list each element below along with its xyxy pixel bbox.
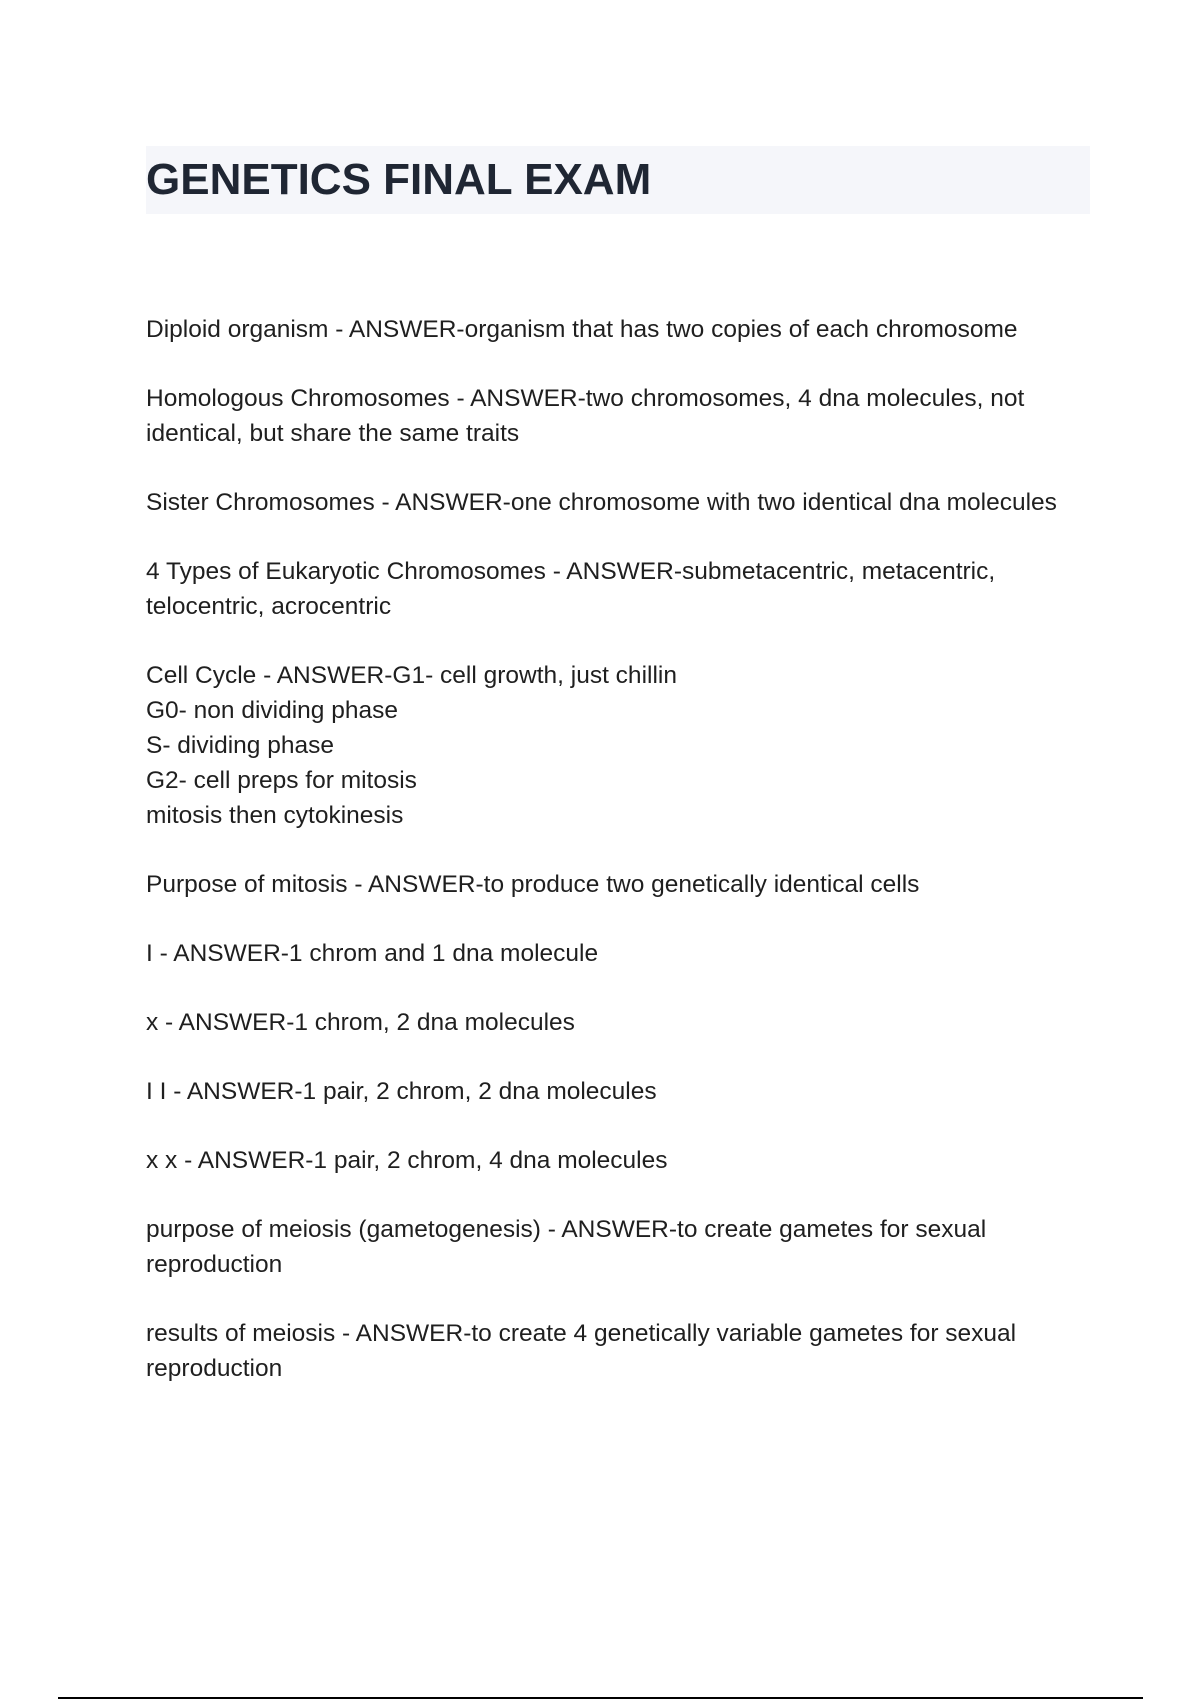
qa-item-single-chromosome: I - ANSWER-1 chrom and 1 dna molecule (146, 940, 599, 967)
qa-item-replicated-chromosome: x - ANSWER-1 chrom, 2 dna molecules (146, 1009, 575, 1036)
qa-list (146, 312, 1096, 1420)
qa-item-chromosome-pair: I I - ANSWER-1 pair, 2 chrom, 2 dna molecules (146, 1078, 657, 1105)
qa-item-results-of-meiosis: results of meiosis - ANSWER-to create 4 genetically variable gametes for sexual reproduction (146, 1320, 1017, 1382)
qa-item-purpose-of-mitosis: Purpose of mitosis - ANSWER-to produce two genetically identical cells (146, 871, 920, 898)
footer-rule (58, 1697, 1143, 1699)
qa-item-diploid-organism: Diploid organism - ANSWER-organism that has two copies of each chromosome (146, 316, 1018, 343)
qa-item-eukaryotic-chromosome-types: 4 Types of Eukaryotic Chromosomes - ANSWER-submetacentric, metacentric, telocentric, acrocentric (146, 558, 996, 620)
qa-item-sister-chromosomes: Sister Chromosomes - ANSWER-one chromosome with two identical dna molecules (146, 489, 1057, 516)
document-title: GENETICS FINAL EXAM (146, 155, 652, 204)
title-banner (146, 146, 1090, 214)
qa-item-replicated-pair: x x - ANSWER-1 pair, 2 chrom, 4 dna molecules (146, 1147, 668, 1174)
qa-item-homologous-chromosomes: Homologous Chromosomes - ANSWER-two chromosomes, 4 dna molecules, not identical, but share the same traits (146, 385, 1025, 447)
qa-item-cell-cycle: Cell Cycle - ANSWER-G1- cell growth, just chillin G0- non dividing phase S- dividing phase G2- cell preps for mitosis mitosis then cytokinesis (146, 662, 677, 829)
qa-item-purpose-of-meiosis: purpose of meiosis (gametogenesis) - ANSWER-to create gametes for sexual reproduction (146, 1216, 987, 1278)
